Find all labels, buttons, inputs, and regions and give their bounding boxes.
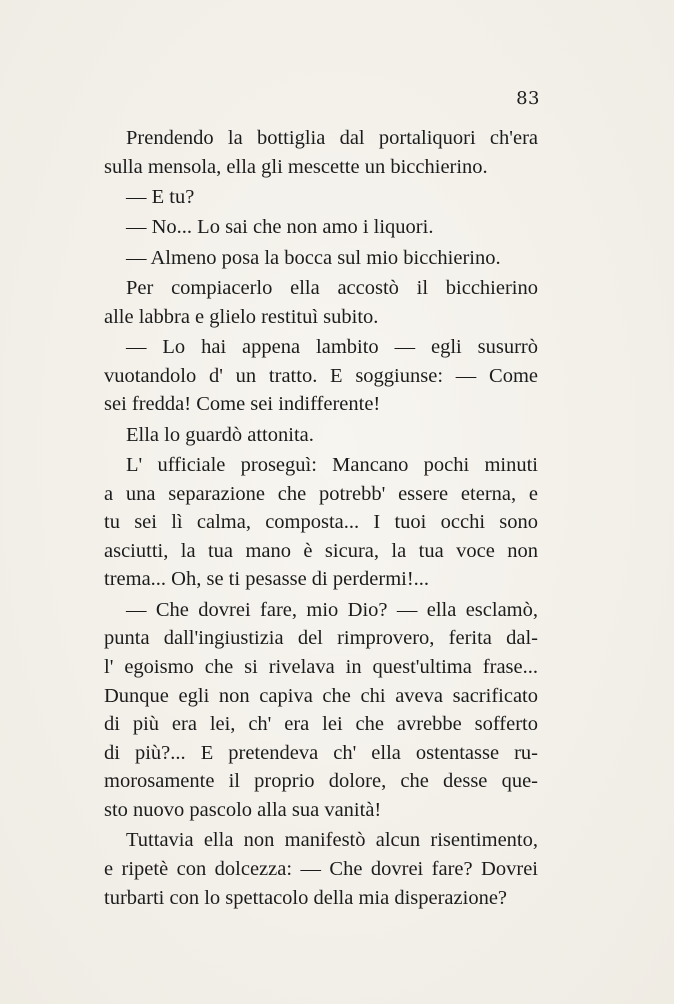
- paragraph: [104, 183, 538, 212]
- text-line: Tuttavia ella non manifestò alcun risentimento,: [126, 829, 538, 852]
- text-line: punta dall'ingiustizia del rimprovero, ferita dal-: [104, 627, 538, 650]
- text-line: di più?... E pretendeva ch' ella ostentasse ru-: [104, 741, 538, 764]
- text-line: L' ufficiale proseguì: Mancano pochi minuti: [126, 454, 538, 477]
- text-line: Ella lo guardò attonita.: [126, 423, 314, 446]
- text-line: Per compiacerlo ella accostò il bicchierino: [126, 277, 538, 300]
- paragraph: [104, 451, 538, 594]
- text-line: sei fredda! Come sei indifferente!: [104, 393, 381, 416]
- page-number: 83: [516, 88, 540, 109]
- text-line: tu sei lì calma, composta... I tuoi occhi sono: [104, 511, 538, 534]
- paragraph: [104, 124, 538, 181]
- text-line: a una separazione che potrebb' essere eterna, e: [104, 482, 538, 505]
- paragraph: [104, 274, 538, 331]
- text-line: morosamente il proprio dolore, che desse que-: [104, 770, 538, 793]
- body-text: [104, 124, 538, 912]
- text-line: — Che dovrei fare, mio Dio? — ella esclamò,: [126, 598, 538, 621]
- text-line: — No... Lo sai che non amo i liquori.: [126, 216, 434, 239]
- text-line: Prendendo la bottiglia dal portaliquori ch'era: [126, 127, 538, 149]
- text-line: l' egoismo che si rivelava in quest'ultima frase...: [104, 656, 538, 679]
- paragraph: [104, 421, 538, 450]
- text-line: — Almeno posa la bocca sul mio bicchierino.: [126, 246, 501, 269]
- text-line: asciutti, la tua mano è sicura, la tua voce non: [104, 539, 538, 562]
- text-line: turbarti con lo spettacolo della mia disperazione?: [104, 886, 508, 909]
- paragraph: [104, 333, 538, 419]
- text-line: alle labbra e glielo restituì subito.: [104, 305, 379, 328]
- paragraph: [104, 244, 538, 273]
- text-line: e ripetè con dolcezza: — Che dovrei fare? Dovrei: [104, 858, 538, 881]
- paragraph: [104, 596, 538, 825]
- paragraph: [104, 213, 538, 242]
- text-line: trema... Oh, se ti pesasse di perdermi!...: [104, 568, 430, 591]
- text-line: sulla mensola, ella gli mescette un bicchierino.: [104, 155, 488, 178]
- text-line: Dunque egli non capiva che chi aveva sacrificato: [104, 684, 538, 707]
- text-line: — Lo hai appena lambito — egli susurrò: [126, 336, 538, 359]
- text-line: sto nuovo pascolo alla sua vanità!: [104, 799, 382, 822]
- paragraph: [104, 826, 538, 912]
- text-line: di più era lei, ch' era lei che avrebbe sofferto: [104, 713, 538, 736]
- text-line: — E tu?: [126, 185, 195, 208]
- text-line: vuotandolo d' un tratto. E soggiunse: — Come: [104, 364, 538, 387]
